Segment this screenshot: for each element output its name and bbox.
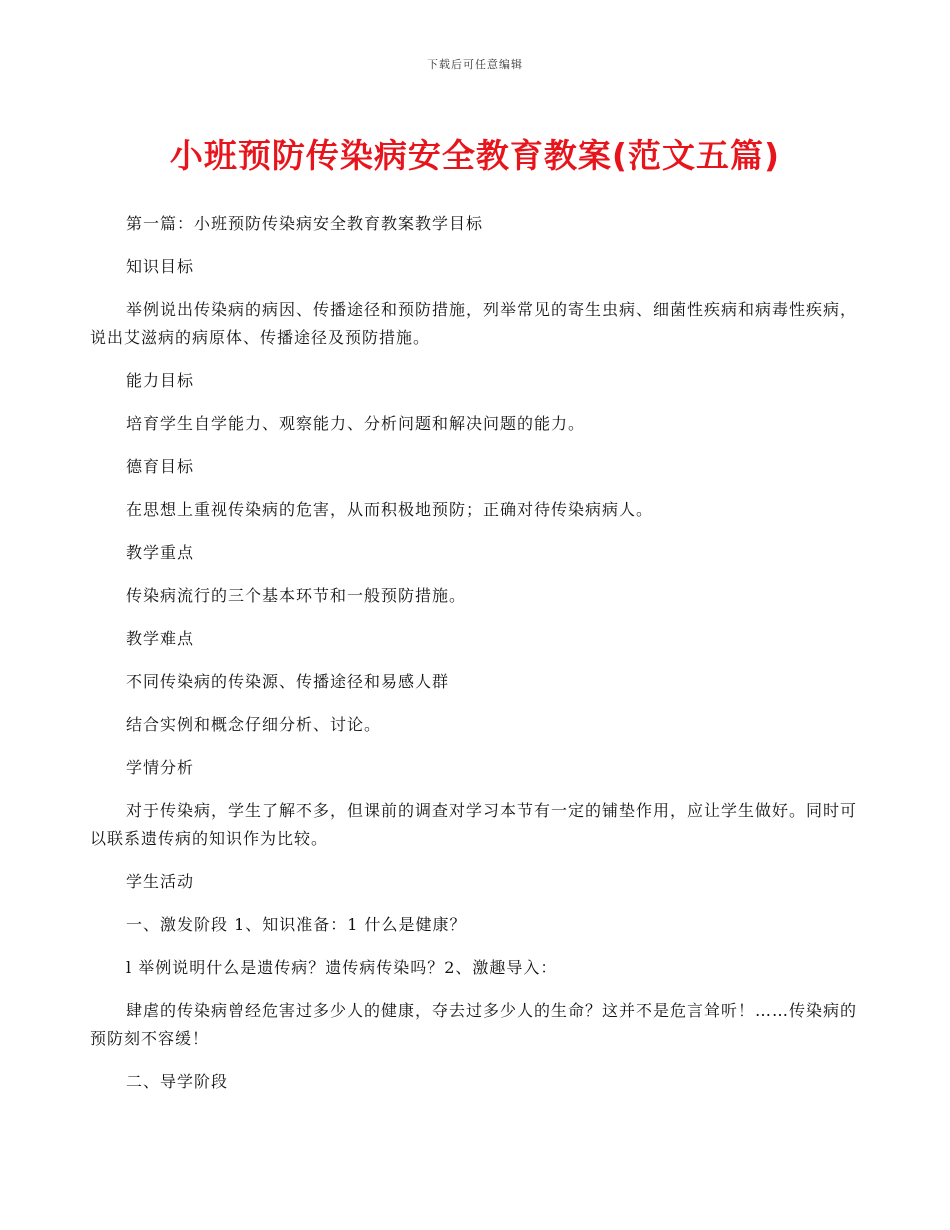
paragraph-stimulation-stage: 一、激发阶段 1、知识准备：1 什么是健康？ bbox=[126, 915, 467, 934]
paragraph-teaching-focus: 传染病流行的三个基本环节和一般预防措施。 bbox=[126, 586, 467, 605]
subheading-learning-analysis: 学情分析 bbox=[126, 758, 195, 777]
paragraph-epidemic-intro: 肆虐的传染病曾经危害过多少人的健康，夺去过多少人的生命？这并不是危言耸听！……传染病的预防刻不容缓！ bbox=[90, 1001, 858, 1048]
subheading-student-activity: 学生活动 bbox=[126, 872, 195, 891]
subheading-ability-goal: 能力目标 bbox=[126, 371, 195, 390]
subheading-teaching-focus: 教学重点 bbox=[126, 543, 195, 562]
paragraph-ability-goal: 培育学生自学能力、观察能力、分析问题和解决问题的能力。 bbox=[126, 414, 586, 433]
subheading-knowledge-goal: 知识目标 bbox=[126, 257, 195, 276]
subheading-moral-goal: 德育目标 bbox=[126, 457, 195, 476]
paragraph-analysis-discussion: 结合实例和概念仔细分析、讨论。 bbox=[126, 715, 382, 734]
paragraph-genetic-disease-question: l 举例说明什么是遗传病？遗传病传染吗？2、激趣导入： bbox=[126, 958, 558, 977]
paragraph-moral-goal: 在思想上重视传染病的危害，从而积极地预防；正确对待传染病病人。 bbox=[126, 500, 654, 519]
subheading-teaching-difficulty: 教学难点 bbox=[126, 629, 195, 648]
paragraph-teaching-difficulty: 不同传染病的传染源、传播途径和易感人群 bbox=[126, 672, 450, 691]
paragraph-learning-analysis: 对于传染病，学生了解不多，但课前的调查对学习本节有一定的铺垫作用，应让学生做好。同时可以联系遗传病的知识作为比较。 bbox=[90, 801, 858, 848]
section-heading-first-article: 第一篇：小班预防传染病安全教育教案教学目标 bbox=[126, 214, 484, 233]
document-title: 小班预防传染病安全教育教案(范文五篇) bbox=[169, 136, 781, 175]
paragraph-knowledge-goal: 举例说出传染病的病因、传播途径和预防措施，列举常见的寄生虫病、细菌性疾病和病毒性疾病，说出艾滋病的病原体、传播途径及预防措施。 bbox=[90, 300, 858, 347]
header-note: 下载后可任意编辑 bbox=[427, 58, 523, 71]
subheading-guided-stage: 二、导学阶段 bbox=[126, 1072, 229, 1091]
